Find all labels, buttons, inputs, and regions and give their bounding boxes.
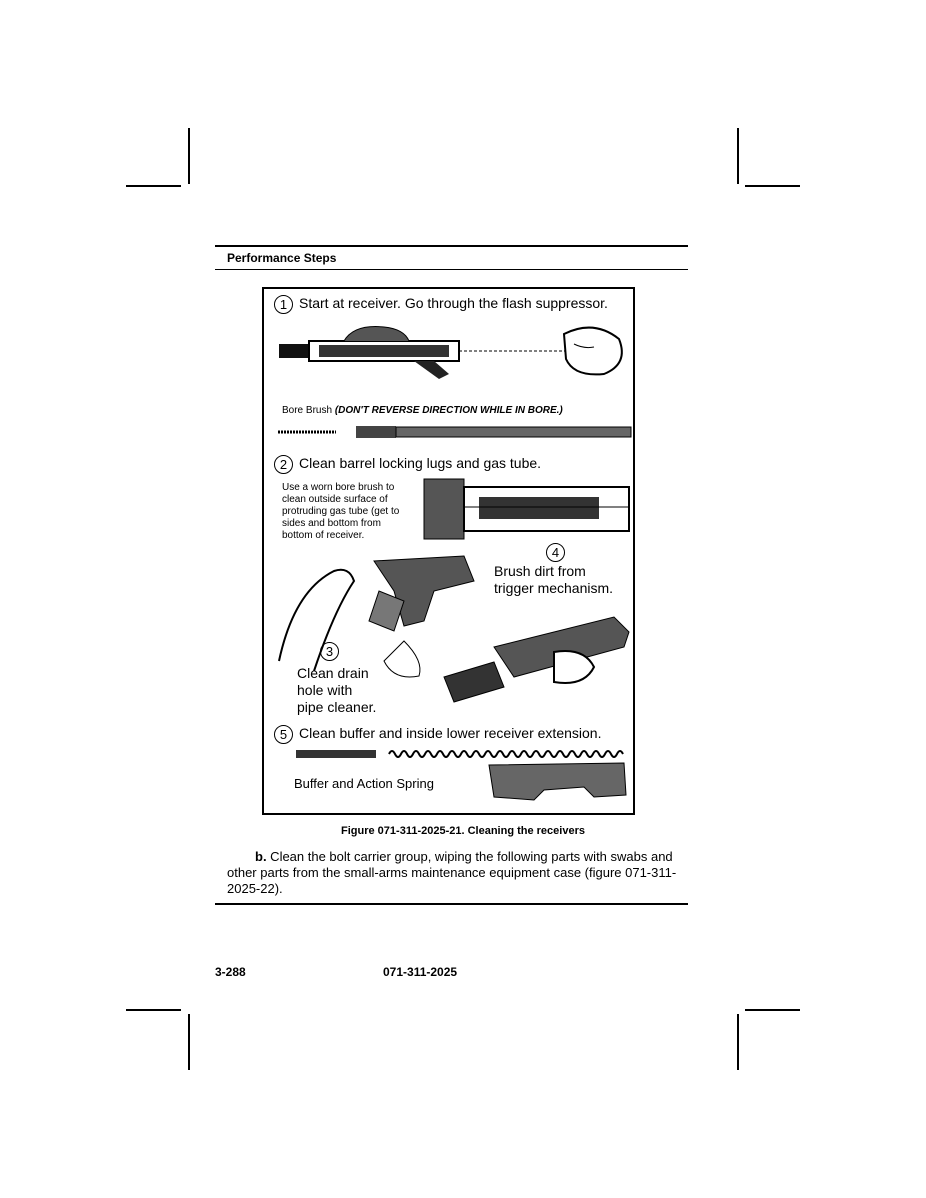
rifle-upper-illustration <box>274 319 634 399</box>
step-5-heading <box>274 725 601 744</box>
task-number: 071-311-2025 <box>383 965 458 979</box>
step-2-text: Clean barrel locking lugs and gas tube. <box>299 455 542 472</box>
header-bottom-rule <box>215 269 688 270</box>
step-3-number: 3 <box>320 642 339 661</box>
bore-brush-warning: (DON'T REVERSE DIRECTION WHILE IN BORE.) <box>334 405 563 416</box>
crop-mark-bottom-left-v <box>188 1014 190 1070</box>
step-4-number-wrap <box>546 543 571 562</box>
step-3-text <box>297 665 376 716</box>
footer-rule <box>215 903 688 905</box>
step-4-text <box>494 563 613 597</box>
step-1-number: 1 <box>274 295 293 314</box>
crop-mark-top-right-h <box>745 185 800 187</box>
paragraph-text: Clean the bolt carrier group, wiping the following parts with swabs and other parts from the small-arms maintenance equipment case (figure 071-311-2025-22). <box>227 849 677 896</box>
step-4-line-2: trigger mechanism. <box>494 580 614 596</box>
step-2-number: 2 <box>274 455 293 474</box>
crop-mark-bottom-right-v <box>737 1014 739 1070</box>
step-3-number-wrap <box>320 642 345 661</box>
step-4-line-1: Brush dirt from <box>494 563 586 579</box>
bore-brush-title: Bore Brush <box>282 405 333 416</box>
crop-mark-bottom-left-h <box>126 1009 181 1011</box>
paragraph-lead: b. <box>255 849 267 864</box>
buffer-label: Buffer and Action Spring <box>294 776 434 791</box>
step-4-number: 4 <box>546 543 565 562</box>
step-5-text: Clean buffer and inside lower receiver extension. <box>299 725 602 742</box>
crop-mark-top-left-v <box>188 128 190 184</box>
section-header: Performance Steps <box>227 251 337 265</box>
upper-receiver-illustration <box>414 477 629 545</box>
step-3-line-1: Clean drain <box>297 665 369 681</box>
crop-mark-top-right-v <box>737 128 739 184</box>
step-3-line-2: hole with <box>297 682 353 698</box>
bore-brush-illustration <box>276 421 631 443</box>
bore-brush-label <box>282 405 563 417</box>
step-2-note: Use a worn bore brush to clean outside surface of protruding gas tube (get to sides and bottom from bottom of receiver. <box>282 482 400 541</box>
header-top-rule <box>215 245 688 247</box>
step-1-heading <box>274 295 608 314</box>
crop-mark-bottom-right-h <box>745 1009 800 1011</box>
page-number: 3-288 <box>215 965 246 979</box>
step-3-line-3: pipe cleaner. <box>297 699 377 715</box>
figure-caption: Figure 071-311-2025-21. Cleaning the receivers <box>341 825 585 837</box>
crop-mark-top-left-h <box>126 185 181 187</box>
step-2-heading <box>274 455 541 474</box>
trigger-mechanism-illustration <box>434 607 634 707</box>
step-1-text: Start at receiver. Go through the flash suppressor. <box>299 295 608 312</box>
figure-frame <box>262 287 635 815</box>
body-paragraph <box>227 849 687 897</box>
step-5-number: 5 <box>274 725 293 744</box>
